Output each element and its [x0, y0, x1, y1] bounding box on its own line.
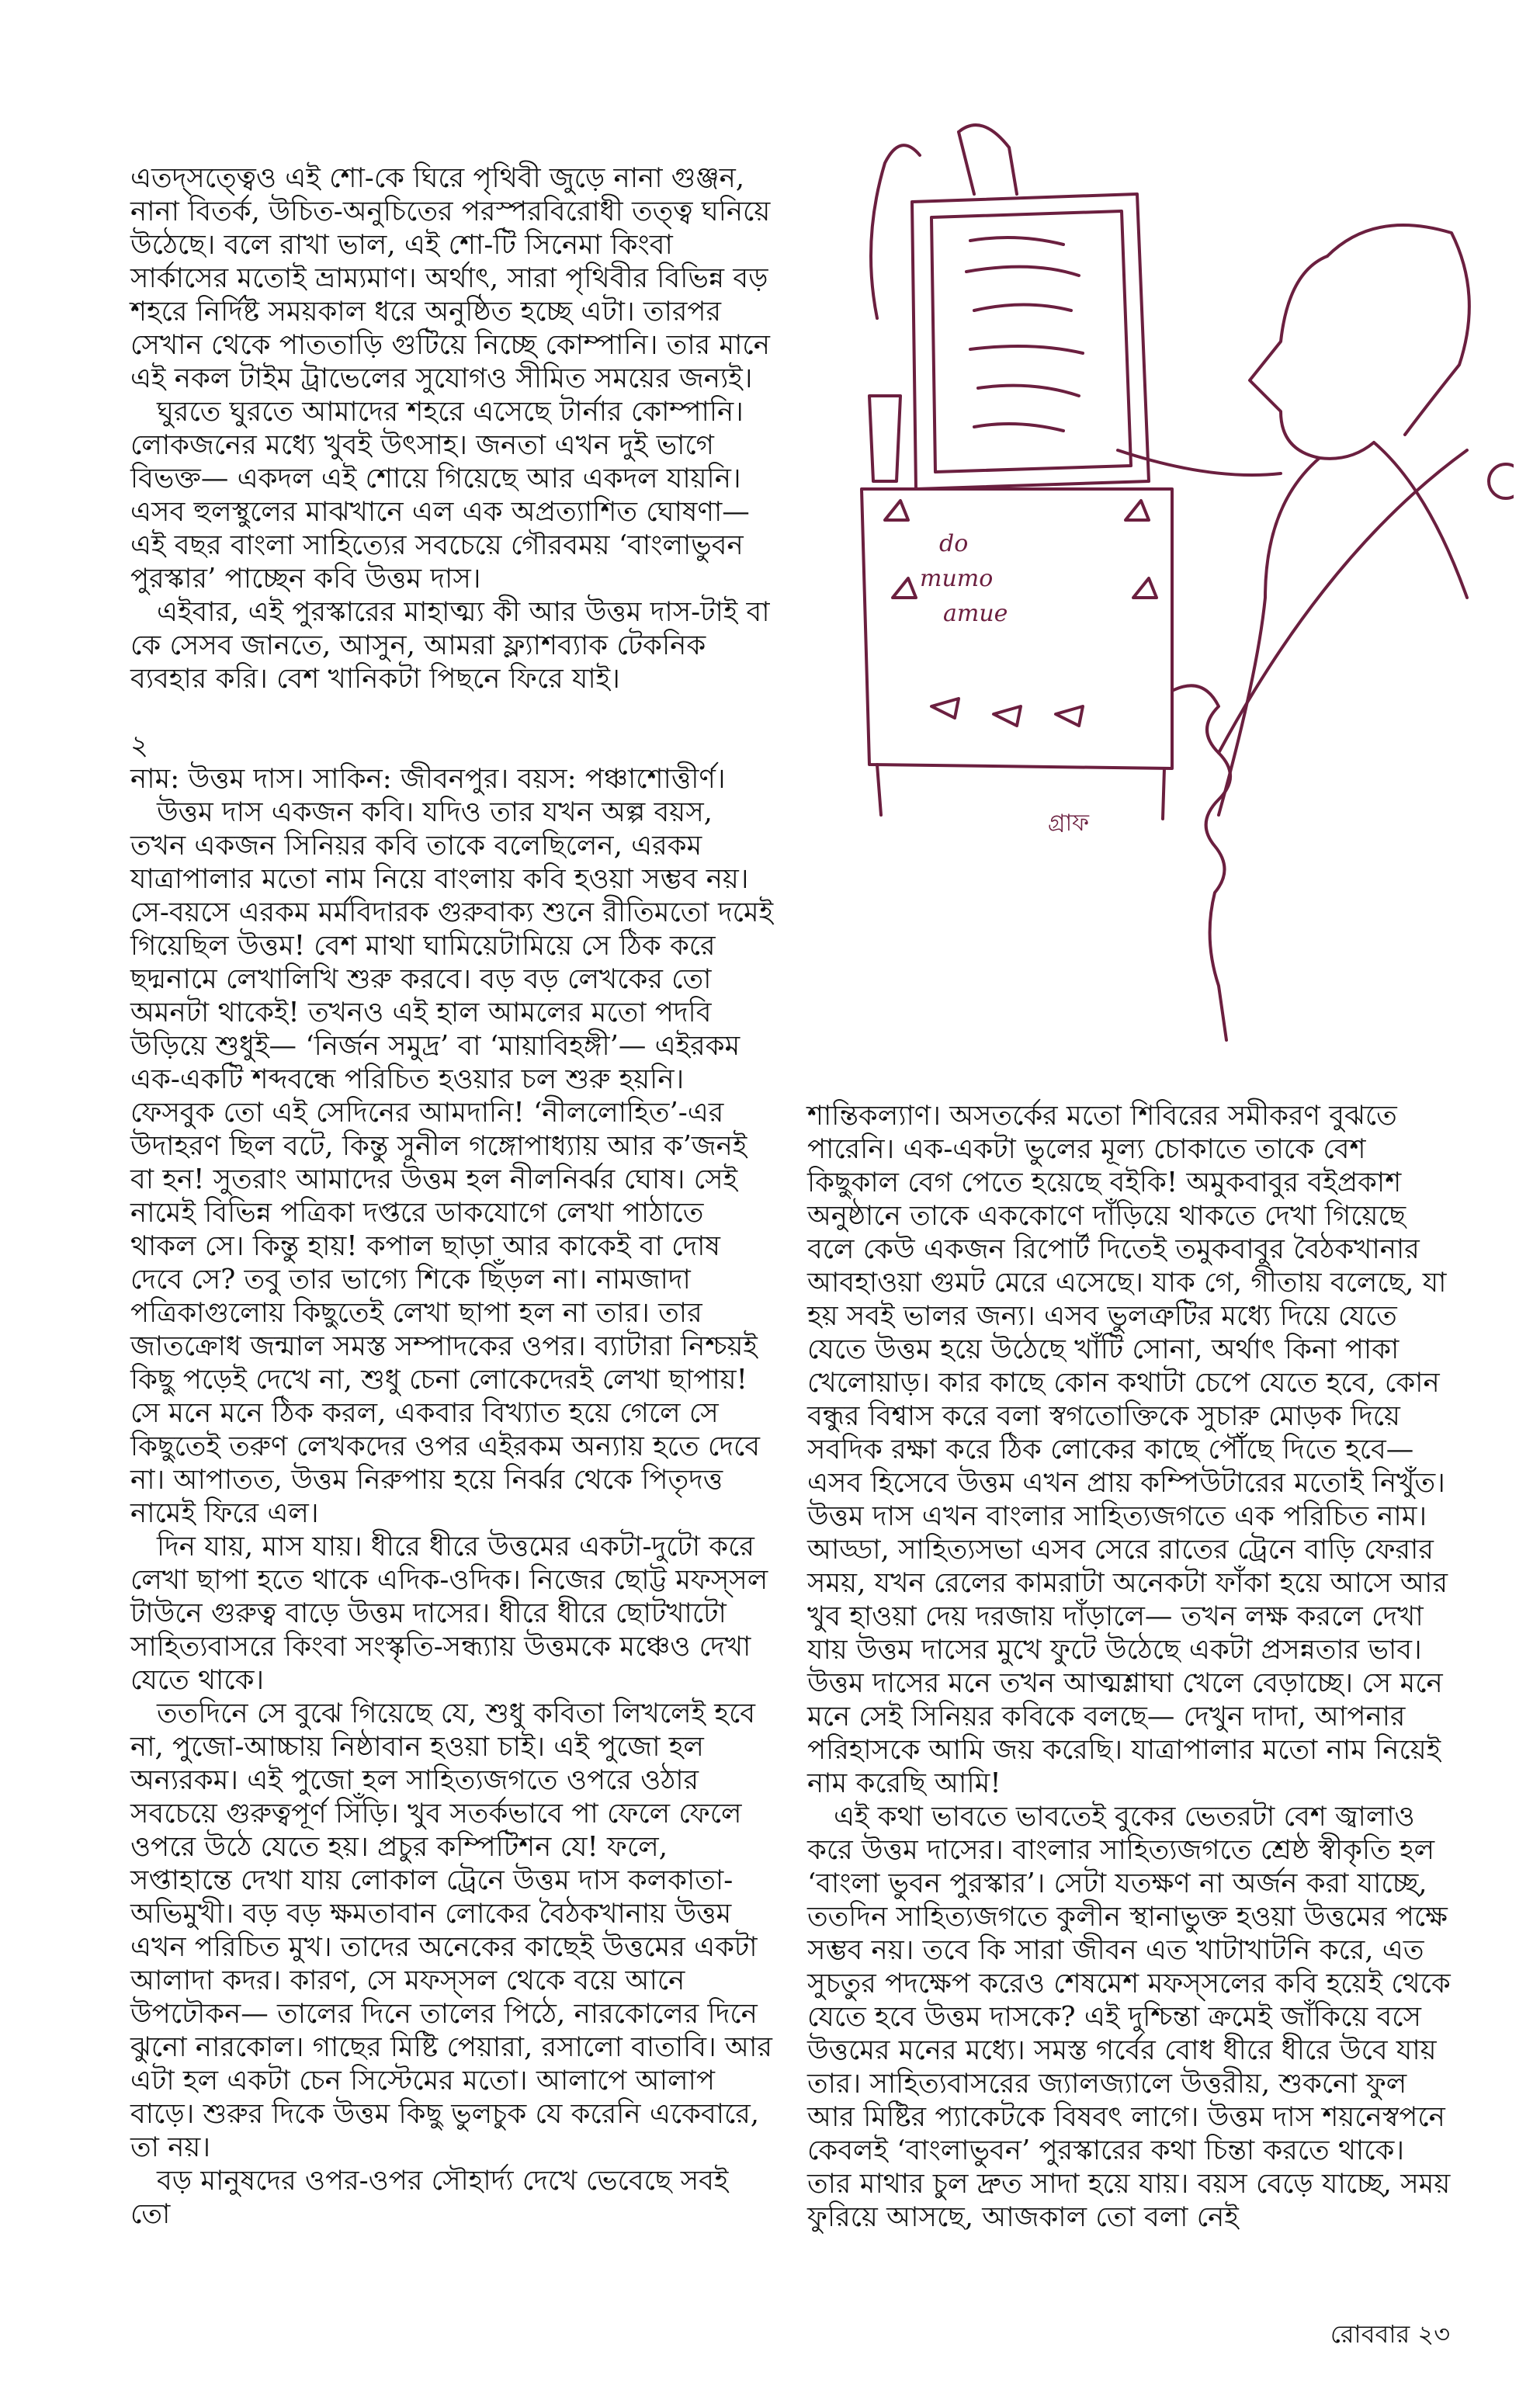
button-ornament [1489, 464, 1514, 498]
paragraph: নাম: উত্তম দাস। সাকিন: জীবনপুর। বয়স: পঞ্চাশোত্তীর্ণ। [130, 763, 726, 795]
triangle-marks [885, 501, 1157, 726]
arm [1118, 450, 1281, 475]
coiled-cord [1172, 685, 1230, 1040]
table-leg-right [1163, 768, 1164, 819]
table-leg-left [877, 765, 881, 815]
tablet-script-line: do [939, 530, 969, 557]
paragraph: ঘুরতে ঘুরতে আমাদের শহরে এসেছে টার্নার কোম্পানি। লোকজনের মধ্যে খুবই উৎসাহ। জনতা এখন দুই ভাগে বিভক্ত— একদল এই শোয়ে গিয়েছে আর একদল যায়নি। এসব হুলস্থুলের মাঝখানে এল এক অপ্রত্যাশিত ঘোষণা— এই বছর বাংলা সাহিত্যের সবচেয়ে গৌরবময় ‘বাংলাভুবন পুরস্কার’ পাচ্ছেন কবি উত্তম দাস। [130, 396, 750, 595]
figure-body [1219, 458, 1320, 815]
rope [959, 125, 1017, 194]
tablet-scribble [966, 238, 1083, 431]
sash [1219, 450, 1467, 753]
left-text-column [130, 161, 775, 2231]
paragraph: দিন যায়, মাস যায়। ধীরে ধীরে উত্তমের একটা-দুটো করে লেখা ছাপা হতে থাকে এদিক-ওদিক। নিজের ছোট্ট মফস্সল টাউনে গুরুত্ব বাড়ে উত্তম দাসের। ধীরে ধীরে ছোটখাটো সাহিত্যবাসরে কিংবা সংস্কৃতি-সন্ধ্যায় উত্তমকে মঞ্চেও দেখা যেতে থাকে। [130, 1531, 768, 1696]
figure-head [1250, 256, 1374, 459]
tablet-inner-frame [931, 211, 1131, 472]
right-text-column [807, 1099, 1452, 2234]
pen-sketch-illustration [784, 116, 1514, 1079]
paragraph: বড় মানুষদের ওপর-ওপর সৌহার্দ্য দেখে ভেবেছে সবই তো [130, 2165, 729, 2230]
artist-signature: গ্রাফ [1048, 810, 1090, 837]
paragraph: এই কথা ভাবতে ভাবতেই বুকের ভেতরটা বেশ জ্বালাও করে উত্তম দাসের। বাংলার সাহিত্যজগতে শ্রেষ্ঠ স্বীকৃতি হল ‘বাংলা ভুবন পুরস্কার’। সেটা যতক্ষণ না অর্জন করা যাচ্ছে, ততদিন সাহিত্যজগতে কুলীন স্থানাভুক্ত হওয়া উত্তমের পক্ষে সম্ভব নয়। তবে কি সারা জীবন এত খাটাখাটনি করে, এত সুচতুর পদক্ষেপ করেও শেষমেশ মফস্সলের কবি হয়েই থেকে যেতে হবে উত্তম দাসকে? এই দুশ্চিন্তা ক্রমেই জাঁকিয়ে বসে উত্তমের মনের মধ্যে। সমস্ত গর্বের বোধ ধীরে ধীরে উবে যায় তার। সাহিত্যবাসরের জ্যালজ্যালে উত্তরীয়, শুকনো ফুল আর মিষ্টির প্যাকেটকে বিষবৎ লাগে। উত্তম দাস শয়নেস্বপনে কেবলই ‘বাংলাভুবন’ পুরস্কারের কথা চিন্তা করতে থাকে। তার মাথার চুল দ্রুত সাদা হয়ে যায়। বয়স বেড়ে যাচ্ছে, সময় ফুরিয়ে আসছে, আজকাল তো বলা নেই [807, 1801, 1451, 2233]
tablet-script-line: amue [943, 600, 1008, 627]
cup [869, 396, 900, 481]
figure-hair [1327, 225, 1469, 435]
paragraph: এতদ্‌সত্ত্বেও এই শো-কে ঘিরে পৃথিবী জুড়ে নানা গুঞ্জন, নানা বিতর্ক, উচিত-অনুচিতের পরস্পরবিরোধী তত্ত্ব ঘনিয়ে উঠেছে। বলে রাখা ভাল, এই শো-টি সিনেমা কিংবা সার্কাসের মতোই ভ্রাম্যমাণ। অর্থাৎ, সারা পৃথিবীর বিভিন্ন বড় শহরে নির্দিষ্ট সময়কাল ধরে অনুষ্ঠিত হচ্ছে এটা। তারপর সেখান থেকে পাততাড়ি গুটিয়ে নিচ্ছে কোম্পানি। তার মানে এই নকল টাইম ট্রাভেলের সুযোগও সীমিত সময়ের জন্যই। [130, 162, 771, 394]
paragraph: এইবার, এই পুরস্কারের মাহাত্ম্য কী আর উত্তম দাস-টাই বা কে সেসব জানতে, আসুন, আমরা ফ্ল্যাশব্যাক টেকনিক ব্যবহার করি। বেশ খানিকটা পিছনে ফিরে যাই। [130, 596, 770, 695]
paragraph: ততদিনে সে বুঝে গিয়েছে যে, শুধু কবিতা লিখলেই হবে না, পুজো-আচ্চায় নিষ্ঠাবান হওয়া চাই। এই পুজো হল অন্যরকম। এই পুজো হল সাহিত্যজগতে ওপরে ওঠার সবচেয়ে গুরুত্বপূর্ণ সিঁড়ি। খুব সতর্কভাবে পা ফেলে ফেলে ওপরে উঠে যেতে হয়। প্রচুর কম্পিটিশন যে! ফলে, সপ্তাহান্তে দেখা যায় লোকাল ট্রেনে উত্তম দাস কলকাতা-অভিমুখী। বড় বড় ক্ষমতাবান লোকের বৈঠকখানায় উত্তম এখন পরিচিত মুখ। তাদের অনেকের কাছেই উত্তমের একটা আলাদা কদর। কারণ, সে মফস্সল থেকে বয়ে আনে উপঢৌকন— তালের দিনে তালের পিঠে, নারকোলের দিনে ঝুনো নারকোল। গাছের মিষ্টি পেয়ারা, রসালো বাতাবি। আর এটা হল একটা চেন সিস্টেমের মতো। আলাপে আলাপ বাড়ে। শুরুর দিকে উত্তম কিছু ভুলচুক যে করেনি একেবারে, তা নয়। [130, 1698, 772, 2163]
tablet-script-line: mumo [920, 565, 994, 592]
paragraph: উত্তম দাস একজন কবি। যদিও তার যখন অল্প বয়স, তখন একজন সিনিয়র কবি তাকে বলেছিলেন, এরকম যাত্রাপালার মতো নাম নিয়ে বাংলায় কবি হওয়া সম্ভব নয়। সে-বয়সে এরকম মর্মবিদারক গুরুবাক্য শুনে রীতিমতো দমেই গিয়েছিল উত্তম! বেশ মাথা ঘামিয়েটামিয়ে সে ঠিক করে ছদ্মনামে লেখালিখি শুরু করবে। বড় বড় লেখকের তো অমনটা থাকেই! তখনও এই হাল আমলের মতো পদবি উড়িয়ে শুধুই— ‘নির্জন সমুদ্র’ বা ‘মায়াবিহঙ্গী’— এইরকম এক-একটি শব্দবন্ধে পরিচিত হওয়ার চল শুরু হয়নি। ফেসবুক তো এই সেদিনের আমদানি! ‘নীললোহিত’-এর উদাহরণ ছিল বটে, কিন্তু সুনীল গঙ্গোপাধ্যায় আর ক’জনই বা হন! সুতরাং আমাদের উত্তম হল নীলনির্ঝর ঘোষ। সেই নামেই বিভিন্ন পত্রিকা দপ্তরে ডাকযোগে লেখা পাঠাতে থাকল সে। কিন্তু হায়! কপাল ছাড়া আর কাকেই বা দোষ দেবে সে? তবু তার ভাগ্যে শিকে ছিঁড়ল না। নামজাদা পত্রিকাগুলোয় কিছুতেই লেখা ছাপা হল না তার। তার জাতক্রোধ জন্মাল সমস্ত সম্পাদকের ওপর। ব্যাটারা নিশ্চয়ই কিছু পড়েই দেখে না, শুধু চেনা লোকেদেরই লেখা ছাপায়! সে মনে মনে ঠিক করল, একবার বিখ্যাত হয়ে গেলে সে কিছুতেই তরুণ লেখকদের ওপর এইরকম অন্যায় হতে দেবে না। আপাতত, উত্তম নিরুপায় হয়ে নির্ঝর থেকে পিতৃদত্ত নামেই ফিরে এল। [130, 796, 774, 1529]
paragraph: শান্তিকল্যাণ। অসতর্কের মতো শিবিরের সমীকরণ বুঝতে পারেনি। এক-একটা ভুলের মূল্য চোকাতে তাকে বেশ কিছুকাল বেগ পেতে হয়েছে বইকি! অমুকবাবুর বইপ্রকাশ অনুষ্ঠানে তাকে এককোণে দাঁড়িয়ে থাকতে দেখা গিয়েছে বলে কেউ একজন রিপোর্ট দিতেই তমুকবাবুর বৈঠকখানার আবহাওয়া গুমট মেরে এসেছে। যাক গে, গীতায় বলেছে, যা হয় সবই ভালর জন্য। এসব ভুলত্রুটির মধ্যে দিয়ে যেতে যেতে উত্তম হয়ে উঠেছে খাঁটি সোনা, অর্থাৎ কিনা পাকা খেলোয়াড়। কার কাছে কোন কথাটা চেপে যেতে হবে, কোন বন্ধুর বিশ্বাস করে বলা স্বগতোক্তিকে সুচারু মোড়ক দিয়ে সবদিক রক্ষা করে ঠিক লোকের কাছে পৌঁছে দিতে হবে— এসব হিসেবে উত্তম এখন প্রায় কম্পিউটারের মতোই নিখুঁত। উত্তম দাস এখন বাংলার সাহিত্যজগতে এক পরিচিত নাম। আড্ডা, সাহিত্যসভা এসব সেরে রাতের ট্রেনে বাড়ি ফেরার সময়, যখন রেলের কামরাটা অনেকটা ফাঁকা হয়ে আসে আর খুব হাওয়া দেয় দরজায় দাঁড়ালে— তখন লক্ষ করলে দেখা যায় উত্তম দাসের মুখে ফুটে উঠেছে একটা প্রসন্নতার ভাব। উত্তম দাসের মনে তখন আত্মশ্লাঘা খেলে বেড়াচ্ছে। সে মনে মনে সেই সিনিয়র কবিকে বলছে— দেখুন দাদা, আপনার পরিহাসকে আমি জয় করেছি। যাত্রাপালার মতো নাম নিয়েই নাম করেছি আমি! [807, 1100, 1448, 1799]
page-folio: রোববার ২৩ [1330, 2319, 1450, 2349]
section-number: ২ [130, 730, 149, 761]
